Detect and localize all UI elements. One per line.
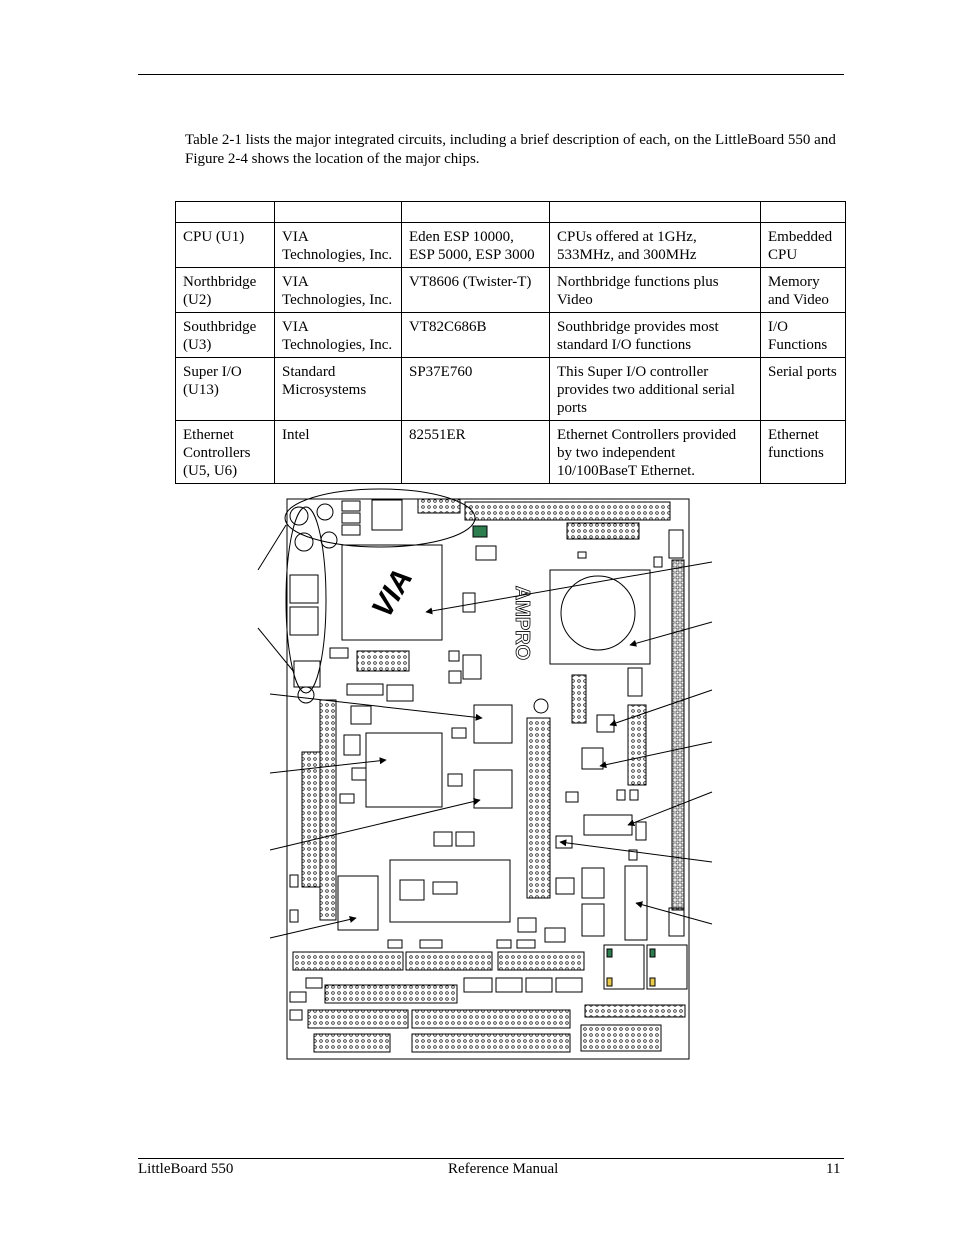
dimm-socket-right: [527, 718, 550, 898]
table-cell: VT8606 (Twister-T): [402, 268, 550, 313]
table-cell: Ethernet functions: [761, 421, 846, 484]
small-component: [496, 978, 522, 992]
pin-header: [572, 675, 586, 723]
header-connector: [412, 1010, 570, 1028]
header-connector: [314, 1034, 390, 1052]
small-component: [448, 774, 462, 786]
ethernet-chip: [584, 815, 632, 835]
activity-led: [607, 978, 612, 986]
ethernet-chip: [582, 904, 604, 936]
small-component: [578, 552, 586, 558]
pin-header: [302, 752, 320, 887]
small-component: [290, 1010, 302, 1020]
pin-header: [628, 705, 646, 785]
small-component: [456, 832, 474, 846]
status-led: [473, 526, 487, 537]
table-cell: Serial ports: [761, 358, 846, 421]
small-component: [340, 794, 354, 803]
small-component: [387, 685, 413, 701]
small-component: [351, 706, 371, 724]
footer-center: Reference Manual: [448, 1161, 559, 1177]
audio-jack: [317, 504, 333, 520]
table-cell: VIA Technologies, Inc.: [275, 268, 402, 313]
video-chip: [366, 733, 442, 807]
small-component: [556, 978, 582, 992]
table-cell: Eden ESP 10000, ESP 5000, ESP 3000: [402, 223, 550, 268]
small-component: [434, 832, 452, 846]
small-component: [669, 530, 683, 558]
dimm-socket-left: [320, 700, 336, 920]
southbridge-chip: [474, 705, 512, 743]
small-component: [518, 918, 536, 932]
small-component: [476, 546, 496, 560]
compact-flash-socket: [390, 860, 510, 922]
table-cell: CPUs offered at 1GHz, 533MHz, and 300MHz: [550, 223, 761, 268]
small-component: [449, 671, 461, 683]
mounting-hole: [290, 507, 308, 525]
small-component: [342, 513, 360, 523]
mounting-hole: [534, 699, 548, 713]
small-component: [342, 525, 360, 535]
header-connector: [585, 1005, 685, 1017]
small-component: [636, 822, 646, 840]
audio-jack: [321, 532, 337, 548]
ethernet-chip: [582, 868, 604, 898]
header-connector: [308, 1010, 408, 1028]
small-component: [463, 593, 475, 612]
footer-title: LittleBoard 550: [138, 1161, 234, 1177]
table-cell: VIA Technologies, Inc.: [275, 313, 402, 358]
small-component: [566, 792, 578, 802]
resistor-pack: [347, 684, 383, 695]
small-component: [617, 790, 625, 800]
small-component: [388, 940, 402, 948]
callout-line: [270, 918, 356, 938]
table-cell: Southbridge (U3): [176, 313, 275, 358]
small-component: [352, 768, 366, 780]
mounting-hole: [298, 687, 314, 703]
table-cell: VT82C686B: [402, 313, 550, 358]
header-connector: [498, 952, 584, 970]
small-component: [464, 978, 492, 992]
ampro-logo-text: AMPRO: [511, 585, 533, 661]
table-cell: SP37E760: [402, 358, 550, 421]
small-component: [330, 648, 348, 658]
rear-connector: [372, 500, 402, 530]
small-component: [654, 557, 662, 567]
table-cell: I/O Functions: [761, 313, 846, 358]
power-connector: [581, 1025, 661, 1051]
rear-connector: [290, 575, 318, 603]
header-connector: [293, 952, 403, 970]
table-cell: This Super I/O controller provides two additional serial ports: [550, 358, 761, 421]
header-connector: [325, 985, 457, 1003]
small-component: [517, 940, 535, 948]
rear-connector: [290, 607, 318, 635]
small-component: [290, 992, 306, 1002]
rear-connector: [294, 661, 320, 687]
activity-led: [650, 978, 655, 986]
small-component: [420, 940, 442, 948]
super-io-chip: [474, 770, 512, 808]
table-cell: Ethernet Controllers provided by two independent 10/100BaseT Ethernet.: [550, 421, 761, 484]
header-connector: [406, 952, 492, 970]
small-chip: [597, 715, 614, 732]
table-cell: Ethernet Controllers (U5, U6): [176, 421, 275, 484]
highlight-ellipse: [285, 489, 475, 547]
regulator: [463, 655, 481, 679]
page-number: 11: [826, 1161, 841, 1177]
small-component: [556, 878, 574, 894]
callout-line: [270, 694, 482, 718]
small-component: [669, 908, 684, 936]
small-component: [630, 790, 638, 800]
table-cell: Embedded CPU: [761, 223, 846, 268]
northbridge-die: [561, 576, 635, 650]
table-cell: Super I/O (U13): [176, 358, 275, 421]
small-component: [290, 910, 298, 922]
table-cell: Northbridge (U2): [176, 268, 275, 313]
callout-line: [258, 525, 286, 570]
small-chip: [582, 748, 603, 769]
small-component: [452, 728, 466, 738]
footer-rule: [138, 1158, 844, 1159]
table-cell: Intel: [275, 421, 402, 484]
table-cell: 82551ER: [402, 421, 550, 484]
small-component: [628, 668, 642, 696]
flash-chip: [338, 876, 378, 930]
table-cell: Memory and Video: [761, 268, 846, 313]
jumper-block: [418, 499, 460, 513]
small-component: [290, 875, 298, 887]
header-connector: [357, 651, 409, 671]
small-component: [497, 940, 511, 948]
small-component: [545, 928, 565, 942]
callout-line: [630, 622, 712, 645]
header-connector: [412, 1034, 570, 1052]
link-led: [650, 949, 655, 957]
callout-line: [610, 690, 712, 725]
callout-line: [600, 742, 712, 766]
table-cell: Northbridge functions plus Video: [550, 268, 761, 313]
small-component: [400, 880, 424, 900]
link-led: [607, 949, 612, 957]
top-header-connector: [465, 502, 670, 520]
intro-paragraph: Table 2-1 lists the major integrated circuits, including a brief description of each, on the LittleBoard 550 and Figure 2-4 shows the location of the major chips.: [185, 132, 836, 167]
small-component: [344, 735, 360, 755]
small-component: [526, 978, 552, 992]
small-component: [449, 651, 459, 661]
table-cell: Standard Microsystems: [275, 358, 402, 421]
highlight-ellipse: [286, 507, 326, 693]
via-logo-text: VIA: [365, 563, 420, 624]
table-cell: Southbridge provides most standard I/O functions: [550, 313, 761, 358]
small-component: [556, 836, 572, 848]
small-component: [433, 882, 457, 894]
small-component: [306, 978, 322, 988]
small-header-connector: [567, 523, 639, 539]
small-component: [342, 501, 360, 511]
callout-line: [628, 792, 712, 825]
table-cell: CPU (U1): [176, 223, 275, 268]
table-cell: VIA Technologies, Inc.: [275, 223, 402, 268]
